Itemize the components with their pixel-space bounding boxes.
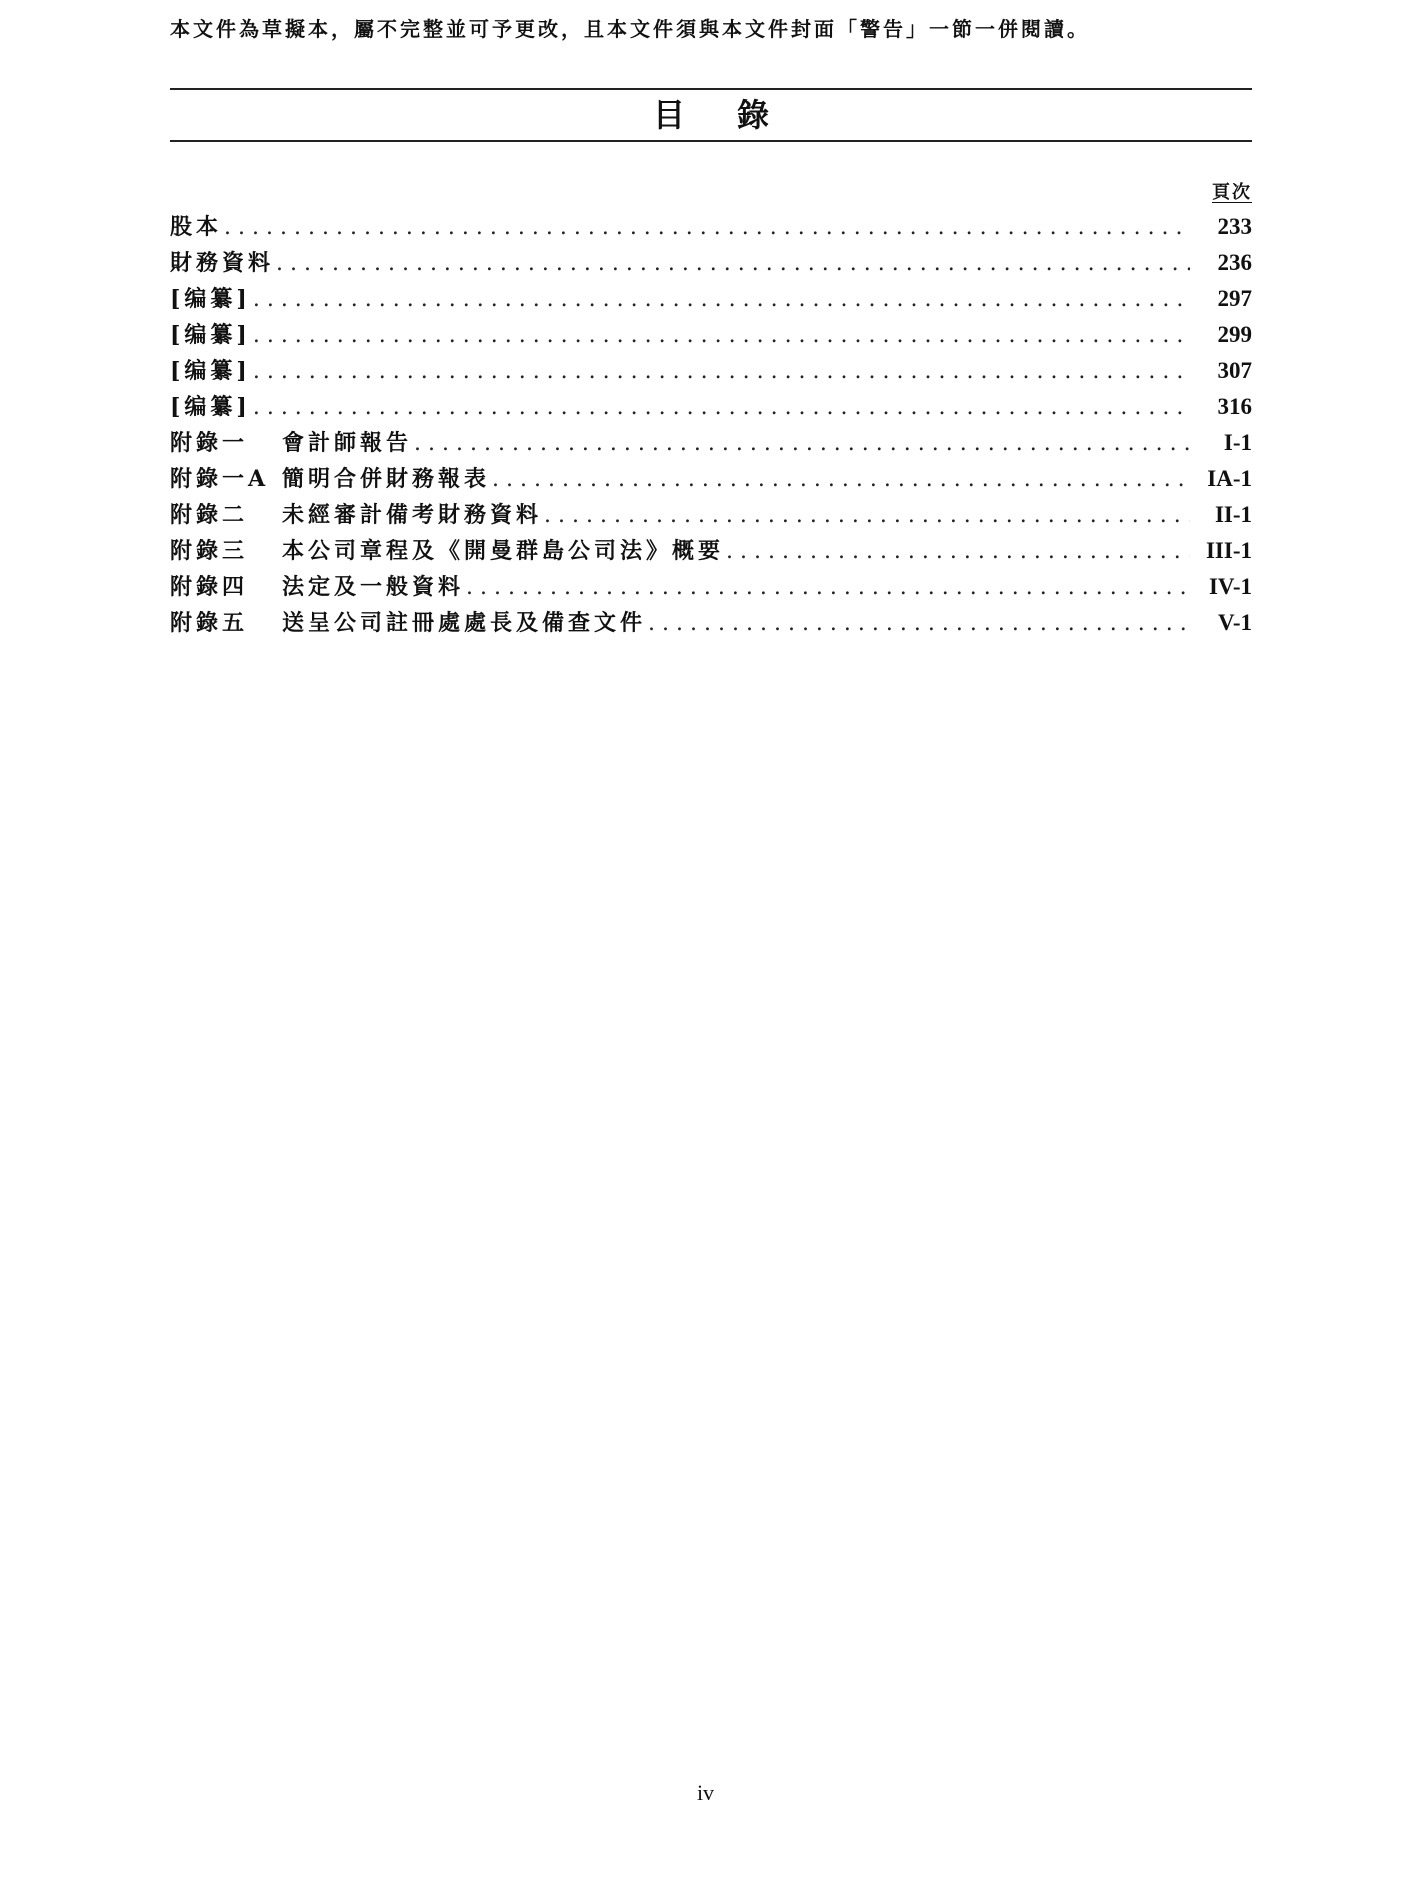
toc-page-number: IA-1	[1207, 466, 1252, 491]
toc-page-number: 299	[1217, 322, 1252, 347]
toc-page-number: 307	[1217, 358, 1252, 383]
toc-page-number: 236	[1217, 250, 1252, 275]
toc-row-appendix-ii[interactable]	[170, 497, 1252, 533]
toc-page-number: 316	[1217, 394, 1252, 419]
toc-row-share-capital[interactable]	[170, 209, 1252, 245]
toc-row-redacted-2[interactable]	[170, 317, 1252, 353]
toc-row-appendix-iv[interactable]	[170, 569, 1252, 605]
toc-page-number: III-1	[1205, 538, 1252, 563]
title-band	[170, 88, 1252, 142]
toc-row-appendix-v[interactable]	[170, 605, 1252, 641]
toc-label: 附錄一A 簡明合併財務報表	[170, 461, 490, 497]
toc-page-number: 233	[1217, 214, 1252, 239]
appendix-number: 附錄一A	[170, 466, 270, 492]
appendix-number: 附錄二	[170, 502, 249, 528]
footer-page-number: iv	[696, 1780, 715, 1805]
toc-label: [编纂]	[170, 322, 251, 348]
toc-row-redacted-1[interactable]	[170, 281, 1252, 317]
toc-row-financial-information[interactable]	[170, 245, 1252, 281]
toc-label: 股本	[170, 214, 223, 240]
dot-leader	[224, 210, 1190, 246]
draft-notice: 本文件為草擬本，屬不完整並可予更改，且本文件須與本文件封面「警告」一節一併閱讀。	[170, 17, 1090, 41]
toc-label: [编纂]	[170, 286, 251, 312]
dot-leader	[726, 534, 1190, 570]
dot-leader	[544, 498, 1190, 534]
toc-label: 附錄三 本公司章程及《開曼群島公司法》概要	[170, 533, 724, 569]
toc-label: 附錄一 會計師報告	[170, 425, 412, 461]
toc-page-number: IV-1	[1208, 574, 1252, 599]
toc-label: [编纂]	[170, 358, 251, 384]
page-title: 目錄	[652, 96, 821, 134]
dot-leader	[648, 606, 1190, 642]
appendix-number: 附錄五	[170, 610, 249, 636]
toc-label: 附錄二 未經審計備考財務資料	[170, 497, 542, 533]
toc-label: [编纂]	[170, 394, 251, 420]
dot-leader	[253, 282, 1190, 318]
toc-row-redacted-4[interactable]	[170, 389, 1252, 425]
dot-leader	[276, 246, 1190, 282]
toc-label: 附錄四 法定及一般資料	[170, 569, 464, 605]
toc-page-number: II-1	[1214, 502, 1252, 527]
dot-leader	[466, 570, 1190, 606]
dot-leader	[414, 426, 1190, 462]
toc-row-appendix-i[interactable]	[170, 425, 1252, 461]
appendix-number: 附錄一	[170, 430, 249, 456]
toc-page-number: I-1	[1223, 430, 1252, 455]
dot-leader	[253, 390, 1190, 426]
dot-leader	[253, 354, 1190, 390]
appendix-number: 附錄四	[170, 574, 249, 600]
table-of-contents	[170, 209, 1252, 641]
toc-row-appendix-iii[interactable]	[170, 533, 1252, 569]
toc-page-number: V-1	[1217, 610, 1252, 635]
dot-leader	[492, 462, 1190, 498]
toc-label: 財務資料	[170, 250, 275, 276]
toc-row-appendix-ia[interactable]	[170, 461, 1252, 497]
toc-label: 附錄五 送呈公司註冊處處長及備查文件	[170, 605, 646, 641]
appendix-number: 附錄三	[170, 538, 249, 564]
dot-leader	[253, 318, 1190, 354]
toc-row-redacted-3[interactable]	[170, 353, 1252, 389]
toc-page-number: 297	[1217, 286, 1252, 311]
page-column-header: 頁次	[1212, 182, 1252, 203]
